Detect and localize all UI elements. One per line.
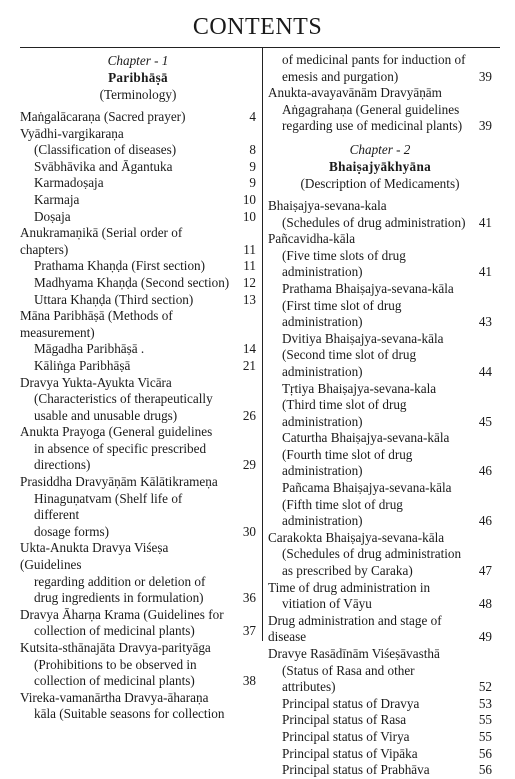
toc-entry-page: 45 <box>478 413 492 429</box>
toc-entry <box>20 358 256 375</box>
toc-entry <box>20 142 256 159</box>
toc-entry-title: Ukta-Anukta Dravya Viśeṣa (Guidelines <box>20 540 169 573</box>
toc-entry-title: Dravya Yukta-Ayukta Vicāra <box>20 374 172 390</box>
toc-entry <box>20 275 256 292</box>
toc-entry-title: Māgadha Paribhāṣā . <box>34 341 145 357</box>
toc-entry-title: Hinaguṇatvam (Shelf life of different <box>34 490 183 523</box>
toc-entry <box>268 381 492 398</box>
toc-entry-page: 39 <box>478 68 492 84</box>
toc-entry-title: Svābhāvika and Āgantuka <box>34 158 173 174</box>
toc-entry-title: Vireka-vamanārtha Dravya-āharaṇa <box>20 689 209 705</box>
toc-entry <box>268 52 492 69</box>
toc-entry-title: Doṣaja <box>34 208 71 224</box>
toc-entry-title: drug ingredients in formulation) <box>34 590 204 606</box>
toc-entry <box>20 375 256 392</box>
chapter-label: Chapter - 2 <box>349 141 411 157</box>
toc-entry-title: Bhaiṣajya-sevana-kala <box>268 197 387 213</box>
toc-entry-title: (Status of Rasa and other attributes) <box>282 662 415 695</box>
toc-entry <box>268 663 492 696</box>
toc-entry-page: 26 <box>242 407 256 423</box>
toc-entry-page: 14 <box>242 341 256 357</box>
toc-entry-title: directions) <box>34 457 91 473</box>
toc-entry <box>268 546 492 563</box>
toc-entry-page: 46 <box>478 463 492 479</box>
page-title: CONTENTS <box>192 14 323 40</box>
toc-entry <box>20 457 256 474</box>
toc-entry-title: (Schedules of drug administration) <box>282 214 466 230</box>
toc-entry-page: 10 <box>242 191 256 207</box>
toc-entry <box>20 590 256 607</box>
toc-entry-title: Dravye Rasādīnām Viśeṣāvasthā <box>268 646 440 661</box>
toc-entry <box>268 397 492 430</box>
toc-entry-page: 4 <box>249 109 256 124</box>
toc-entry-title: Prathama Bhaiṣajya-sevana-kāla <box>282 280 454 296</box>
chapter-sub: (Description of Medicaments) <box>300 175 460 191</box>
toc-entry-title: Anukta-avayavānām Dravyāṇām <box>268 85 442 101</box>
toc-entry <box>20 308 256 341</box>
toc-entry <box>20 424 256 441</box>
toc-entry <box>20 159 256 176</box>
chapter-label: Chapter - 1 <box>107 53 169 68</box>
toc-entry-page: 21 <box>242 357 256 373</box>
toc-entry <box>20 126 256 143</box>
toc-entry-title: Pañcavidha-kāla <box>268 231 356 247</box>
toc-entry-title: Prasiddha Dravyāṇām Kālātikrameṇa <box>20 474 218 490</box>
toc-entry <box>20 640 256 657</box>
chapter-sub: (Terminology) <box>99 87 177 102</box>
toc-entry <box>268 85 492 102</box>
toc-entry-title: (Fifth time slot of drug administration) <box>282 496 403 529</box>
toc-entry <box>20 192 256 209</box>
toc-entry-title: Aṅgagrahaṇa (General guidelines <box>282 101 460 117</box>
toc-entry <box>20 524 256 541</box>
toc-entry-page: 41 <box>478 214 492 230</box>
toc-entry-title: Dravya Āharṇa Krama (Guidelines for <box>20 606 224 622</box>
toc-entry-page: 46 <box>478 513 492 529</box>
toc-entry-title: (Prohibitions to be observed in <box>34 656 197 672</box>
toc-entry-title: Caturtha Bhaiṣajya-sevana-kāla <box>282 430 450 446</box>
toc-entry <box>20 657 256 674</box>
toc-entry <box>268 580 492 597</box>
toc-entry <box>268 563 492 580</box>
toc-entry <box>268 696 492 713</box>
toc-entry-title: Drug administration and stage of disease <box>268 612 442 645</box>
toc-entry-title: Principal status of Vipāka <box>282 745 418 761</box>
toc-entry-title: Māna Paribhāṣā (Methods of measurement) <box>20 308 173 340</box>
toc-entry <box>20 540 256 573</box>
toc-entry <box>20 706 256 723</box>
toc-entry <box>20 408 256 425</box>
toc-entry <box>268 215 492 232</box>
toc-entry-title: Time of drug administration in <box>268 579 431 595</box>
top-rule <box>20 47 500 48</box>
toc-entry-title: Principal status of Virya <box>282 728 410 744</box>
toc-entry <box>268 248 492 281</box>
toc-entry <box>268 762 492 779</box>
toc-entry-title: (Schedules of drug administration <box>282 546 462 562</box>
toc-entry <box>268 497 492 530</box>
toc-entry <box>20 474 256 491</box>
toc-entry-title: Principal status of Rasa <box>282 712 407 728</box>
toc-entry-title: (Fourth time slot of drug administration) <box>282 446 413 479</box>
toc-entry-title: Anukta Prayoga (General guidelines <box>20 424 213 440</box>
toc-entry-title: Kāliṅga Paribhāṣā <box>34 357 131 373</box>
toc-entry-page: 44 <box>478 363 492 379</box>
toc-entry-title: (Second time slot of drug administration) <box>282 347 417 379</box>
toc-entry <box>268 430 492 447</box>
toc-entry-page: 10 <box>242 208 256 224</box>
toc-entry-page: 30 <box>242 523 256 539</box>
toc-entry <box>20 673 256 690</box>
toc-entry <box>20 258 256 275</box>
toc-entry <box>20 623 256 640</box>
toc-entry-page: 43 <box>478 314 492 330</box>
toc-entry-page: 13 <box>242 291 256 307</box>
toc-entry-page: 38 <box>242 673 256 689</box>
left-column <box>20 52 256 723</box>
toc-entry-page: 41 <box>478 264 492 280</box>
toc-entry-page: 55 <box>478 728 492 744</box>
toc-entry <box>268 102 492 119</box>
toc-entry-title: Maṅgalācaraṇa (Sacred prayer) <box>20 109 186 124</box>
toc-entry-title: collection of medicinal plants) <box>34 623 195 639</box>
toc-entry-title: of medicinal pants for induction of <box>282 52 466 67</box>
chapter-name: Paribhāṣā <box>108 70 168 85</box>
toc-entry <box>268 298 492 331</box>
toc-entry-title: (Classification of diseases) <box>34 142 177 158</box>
toc-entry-page: 56 <box>478 745 492 761</box>
toc-entry-title: Prathama Khaṇḍa (First section) <box>34 258 206 274</box>
toc-entry <box>268 281 492 298</box>
toc-entry <box>268 231 492 248</box>
toc-entry-title: Vyādhi-vargikaraṇa <box>20 125 124 141</box>
toc-entry-title: Karmaja <box>34 191 80 207</box>
toc-entry-page: 29 <box>242 457 256 473</box>
toc-entry-page: 8 <box>249 142 256 158</box>
toc-entry-page: 39 <box>478 118 492 134</box>
toc-entry <box>20 607 256 624</box>
toc-entry <box>20 175 256 192</box>
toc-entry-page: 49 <box>478 629 492 645</box>
toc-entry <box>20 341 256 358</box>
toc-entry <box>20 391 256 408</box>
toc-entry-title: (Five time slots of drug administration) <box>282 247 406 280</box>
toc-entry-page: 56 <box>478 762 492 778</box>
toc-entry-title: Principal status of Prabhāva <box>282 762 430 778</box>
column-divider <box>262 47 263 641</box>
toc-entry <box>20 574 256 591</box>
toc-entry-page: 11 <box>243 258 256 274</box>
toc-entry-title: Madhyama Khaṇḍa (Second section) <box>34 274 230 290</box>
toc-entry <box>268 729 492 746</box>
toc-entry-title: Tṛtiya Bhaiṣajya-sevana-kala <box>282 380 437 396</box>
toc-entry-page: 12 <box>242 274 256 290</box>
toc-entry-page: 36 <box>242 590 256 606</box>
toc-entry-title: Karmadoṣaja <box>34 175 104 191</box>
toc-entry-title: Principal status of Dravya <box>282 695 420 711</box>
toc-entry-title: in absence of specific prescribed <box>34 440 207 456</box>
toc-entry-page: 55 <box>478 712 492 728</box>
toc-entry <box>268 596 492 613</box>
toc-entry-title: Pañcama Bhaiṣajya-sevana-kāla <box>282 480 452 496</box>
toc-entry <box>20 690 256 707</box>
toc-entry-title: kāla (Suitable seasons for collection <box>34 706 225 722</box>
toc-entry <box>20 225 256 258</box>
toc-entry <box>268 613 492 646</box>
toc-entry-page: 9 <box>249 158 256 174</box>
toc-entry-title: emesis and purgation) <box>282 68 399 84</box>
toc-entry <box>268 746 492 763</box>
toc-entry-title: regarding addition or deletion of <box>34 573 206 589</box>
toc-entry <box>268 331 492 348</box>
toc-entry-title: Kutsita-sthānajāta Dravya-parityāga <box>20 640 211 655</box>
toc-entry <box>268 198 492 215</box>
toc-entry <box>268 712 492 729</box>
toc-entry-title: Dvitiya Bhaiṣajya-sevana-kāla <box>282 330 444 346</box>
toc-entry-page: 47 <box>478 563 492 579</box>
toc-entry-title: (First time slot of drug administration) <box>282 297 402 330</box>
toc-entry <box>20 209 256 226</box>
chapter-name: Bhaiṣajyākhyāna <box>329 158 431 174</box>
toc-entry-page: 53 <box>478 695 492 711</box>
toc-entry <box>20 292 256 309</box>
toc-entry-page: 9 <box>249 175 256 191</box>
toc-entry-title: dosage forms) <box>34 523 110 539</box>
toc-entry <box>20 109 256 126</box>
toc-entry-title: (Third time slot of drug administration) <box>282 397 407 429</box>
toc-entry <box>20 441 256 458</box>
toc-entry-title: vitiation of Vāyu <box>282 596 372 612</box>
right-column <box>268 52 492 779</box>
toc-entry <box>268 447 492 480</box>
toc-entry-title: Carakokta Bhaiṣajya-sevana-kāla <box>268 529 445 545</box>
toc-entry-title: usable and unusable drugs) <box>34 407 178 423</box>
toc-entry-page: 11 <box>243 241 256 257</box>
toc-entry-title: collection of medicinal plants) <box>34 673 195 689</box>
toc-entry-title: Anukramaṇikā (Serial order of chapters) <box>20 225 183 257</box>
toc-entry-title: (Characteristics of therapeutically <box>34 391 213 407</box>
toc-entry-page: 37 <box>242 623 256 639</box>
toc-entry <box>268 530 492 547</box>
toc-entry-page: 52 <box>478 679 492 695</box>
toc-entry-title: as prescribed by Caraka) <box>282 563 413 579</box>
toc-entry-title: regarding use of medicinal plants) <box>282 118 463 134</box>
toc-entry <box>20 491 256 524</box>
toc-entry <box>268 118 492 135</box>
toc-entry <box>268 347 492 380</box>
toc-entry <box>268 646 492 663</box>
toc-entry-page: 48 <box>478 596 492 612</box>
toc-entry-title: Uttara Khaṇḍa (Third section) <box>34 291 194 307</box>
toc-entry <box>268 480 492 497</box>
toc-entry <box>268 69 492 86</box>
